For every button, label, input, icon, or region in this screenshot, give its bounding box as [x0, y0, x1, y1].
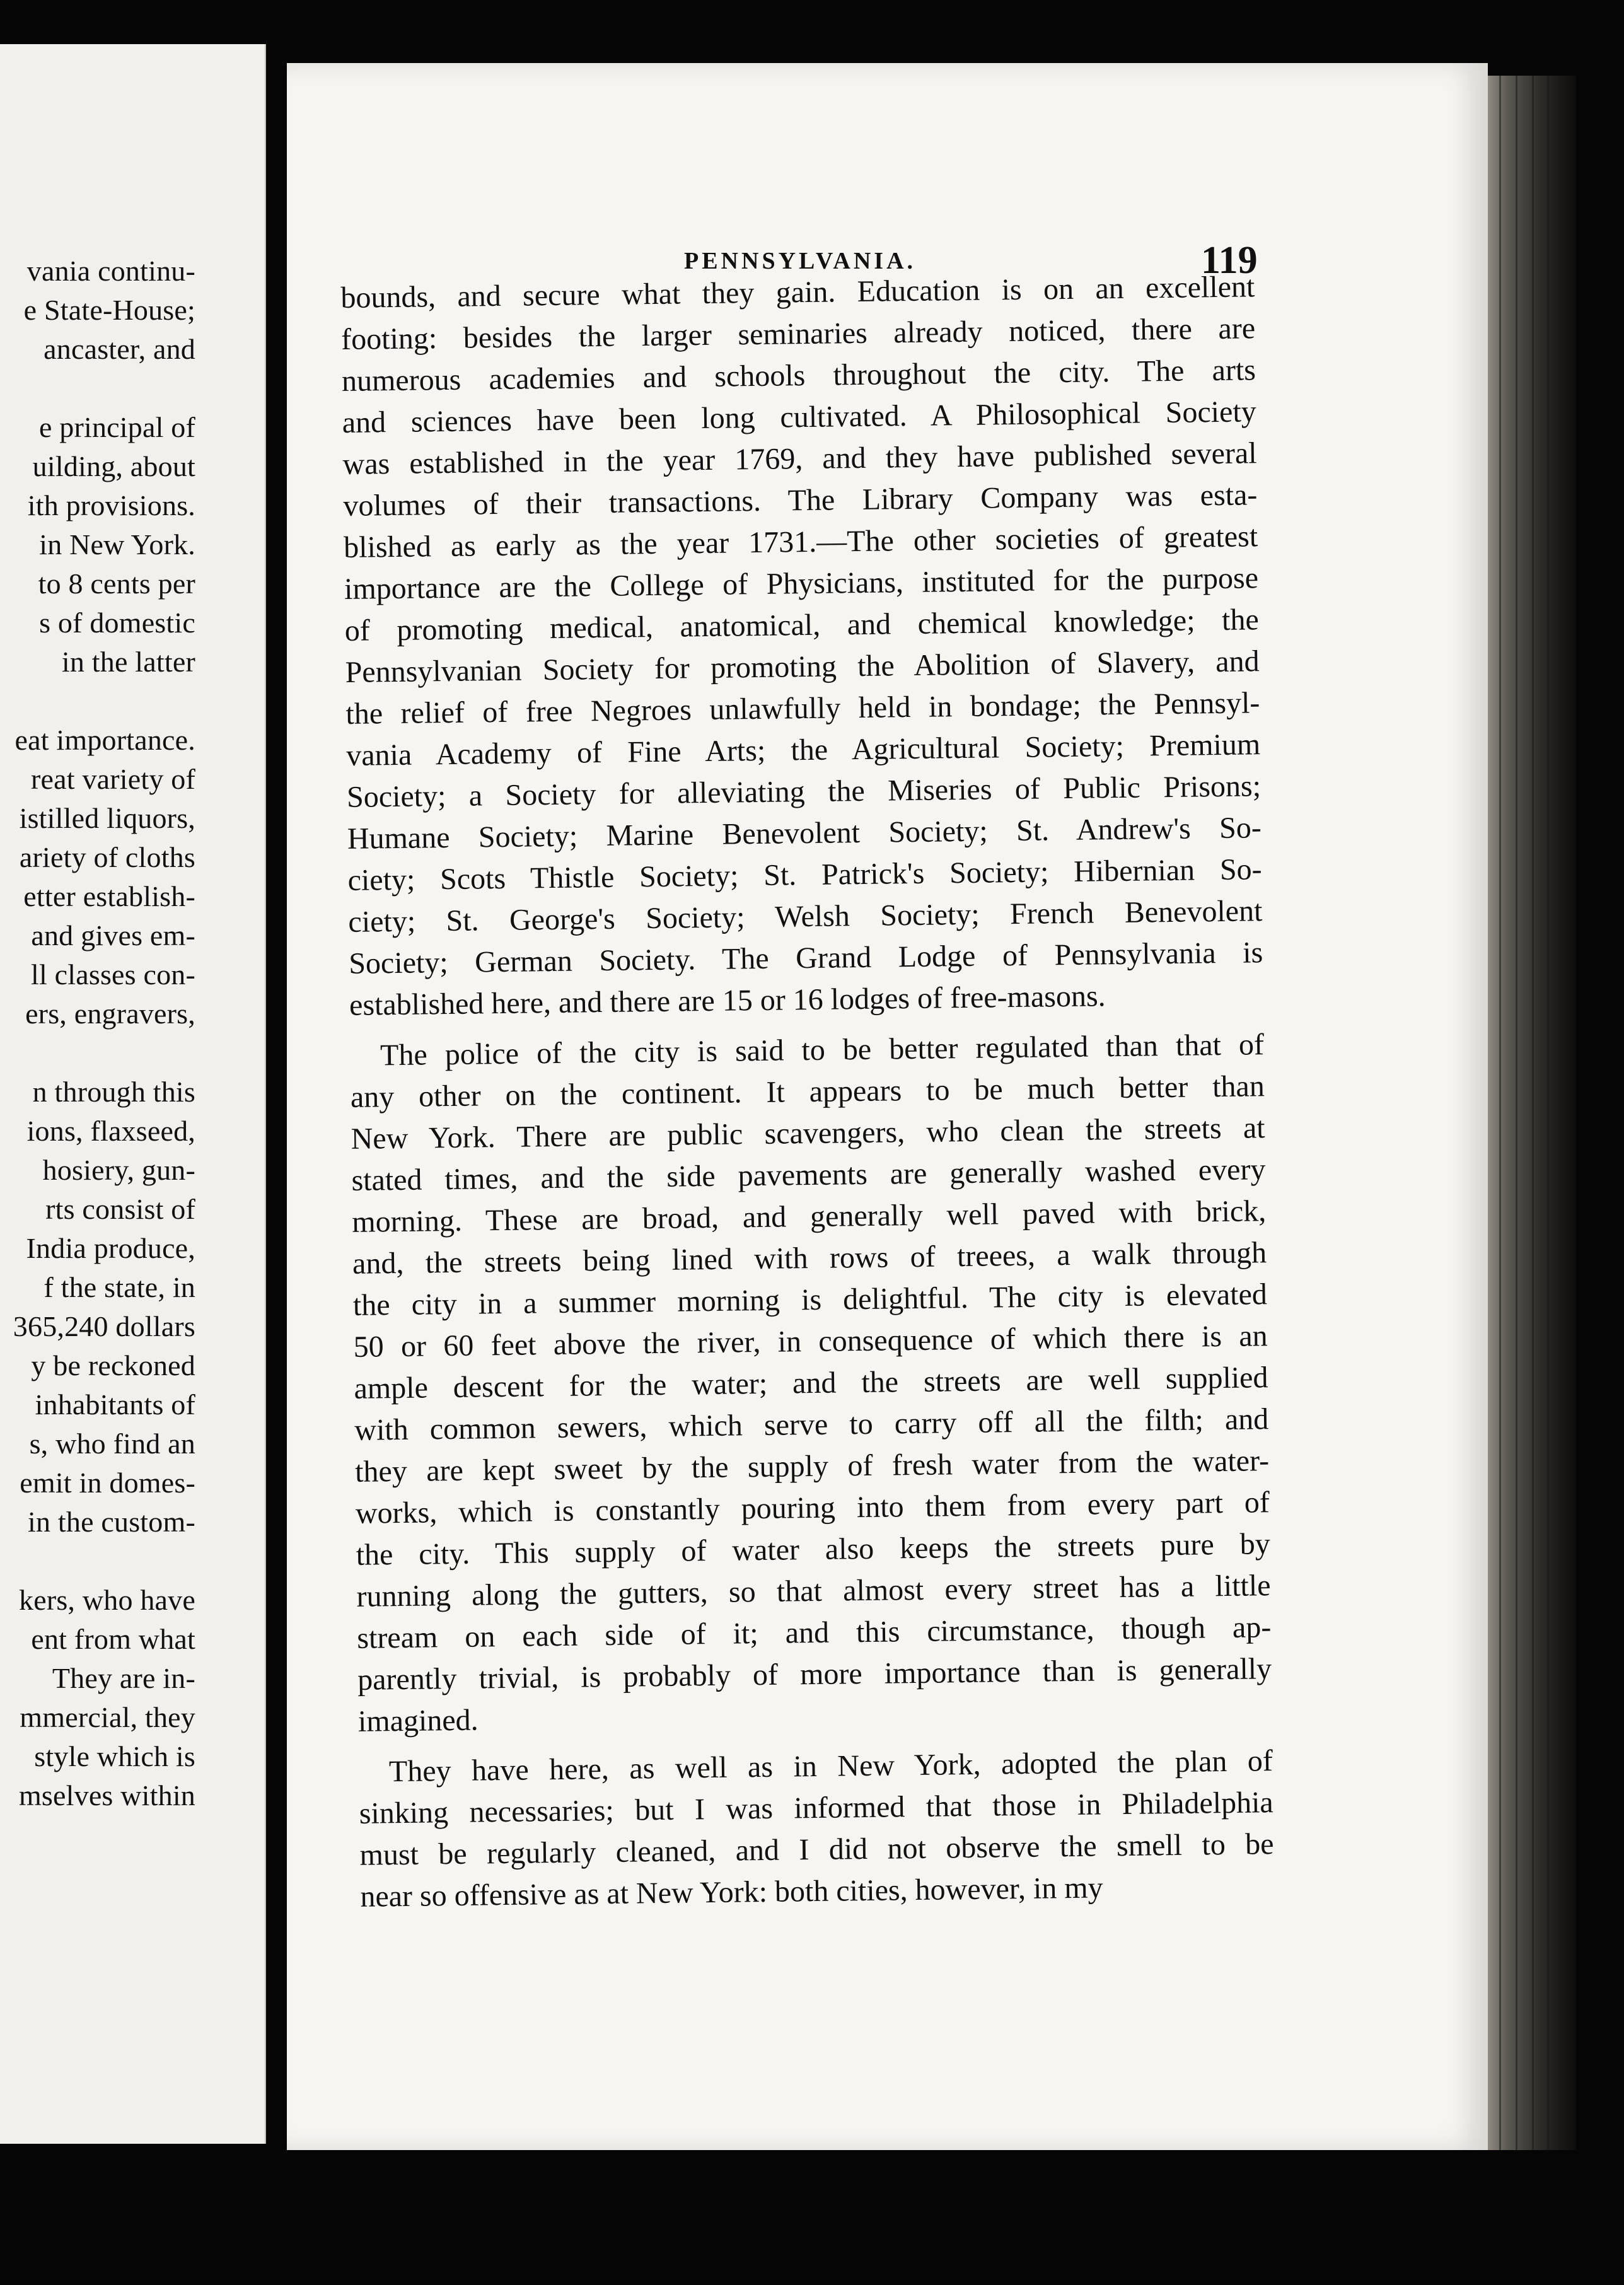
text-line: numerous academies and schools throughout the city. The arts [341, 353, 1256, 398]
text-line: New York. There are public scavengers, who clean the streets at [351, 1111, 1265, 1156]
facing-page-line: in New York. [39, 528, 195, 561]
text-line: volumes of their transactions. The Library Company was esta- [343, 478, 1258, 523]
paragraph [359, 1740, 1275, 1918]
facing-page-line: India produce, [26, 1232, 195, 1264]
text-line: footing: besides the larger seminaries already noticed, there are [340, 311, 1256, 356]
text-line: established here, and there are 15 or 16 lodges of free-masons. [349, 979, 1106, 1022]
paragraph [340, 266, 1263, 1026]
text-line: with common sewers, which serve to carry off all the filth; and [354, 1402, 1269, 1447]
facing-page-line: f the state, in [44, 1271, 195, 1303]
text-line: they are kept sweet by the supply of fresh water from the water- [354, 1444, 1270, 1489]
facing-page-line: e principal of [38, 411, 195, 443]
text-line: near so offensive as at New York: both cities, however, in my [360, 1871, 1103, 1914]
text-line: running along the gutters, so that almost every street has a little [356, 1569, 1271, 1613]
text-line: the city. This supply of water also keeps the streets pure by [356, 1527, 1270, 1572]
facing-page [0, 44, 266, 2144]
page-body [340, 266, 1275, 1918]
facing-page-line: mmercial, they [20, 1701, 195, 1733]
text-line: ciety; Scots Thistle Society; St. Patrick's Society; Hibernian So- [347, 852, 1262, 897]
text-line: the relief of free Negroes unlawfully held in bondage; the Pennsyl- [345, 686, 1260, 731]
facing-page-line: istilled liquors, [19, 802, 195, 834]
facing-page-line: ancaster, and [44, 333, 195, 365]
text-line: Society; German Society. The Grand Lodge of Pennsylvania is [348, 936, 1263, 980]
text-line: morning. These are broad, and generally well paved with brick, [351, 1194, 1267, 1239]
text-line: the city in a summer morning is delightful. The city is elevated [352, 1277, 1268, 1322]
facing-page-line: n through this [32, 1076, 195, 1108]
facing-page-line: s of domestic [39, 607, 195, 639]
facing-page-line: style which is [34, 1740, 195, 1772]
text-line: 50 or 60 feet above the river, in consequence of which there is an [353, 1319, 1268, 1364]
facing-page-line: e State-House; [23, 294, 195, 326]
paragraph [350, 1024, 1273, 1743]
facing-page-line: ent from what [31, 1623, 195, 1655]
facing-page-line: reat variety of [31, 763, 195, 795]
facing-page-line: emit in domes- [20, 1467, 195, 1499]
facing-page-line: hosiery, gun- [42, 1154, 195, 1186]
text-line: Pennsylvanian Society for promoting the Abolition of Slavery, and [345, 644, 1260, 689]
facing-page-line: to 8 cents per [38, 567, 195, 600]
text-line: importance are the College of Physicians, instituted for the purpose [344, 561, 1259, 606]
text-line: The police of the city is said to be better regulated than that of [380, 1028, 1265, 1073]
facing-page-line: mselves within [18, 1779, 195, 1811]
text-line: was established in the year 1769, and they have published several [342, 436, 1257, 481]
running-head: PENNSYLVANIA. [684, 248, 917, 274]
facing-page-line: kers, who have [19, 1584, 195, 1616]
facing-page-line: eat importance. [14, 724, 195, 756]
text-line: vania Academy of Fine Arts; the Agricultural Society; Premium [345, 728, 1261, 772]
facing-page-line: s, who find an [29, 1427, 195, 1460]
text-line: stated times, and the side pavements are generally washed every [351, 1153, 1266, 1197]
facing-page-line: ers, engravers, [25, 997, 195, 1030]
text-line: and sciences have been long cultivated. A Philosophical Society [342, 395, 1257, 439]
page-number: 119 [1201, 239, 1258, 282]
text-line: Humane Society; Marine Benevolent Society; St. Andrew's So- [347, 811, 1262, 856]
text-line: stream on each side of it; and this circumstance, though ap- [357, 1610, 1272, 1655]
facing-page-line: in the latter [61, 646, 195, 678]
facing-page-line: ll classes con- [30, 958, 195, 991]
text-line: sinking necessaries; but I was informed that those in Philadelphia [359, 1786, 1273, 1830]
facing-page-line: ariety of cloths [19, 841, 195, 873]
facing-page-line: ith provisions. [27, 489, 195, 521]
text-line: Society; a Society for alleviating the Miseries of Public Prisons; [346, 769, 1262, 814]
facing-page-line: inhabitants of [35, 1388, 195, 1421]
facing-page-line: They are in- [52, 1662, 195, 1694]
text-line: works, which is constantly pouring into them from every part of [355, 1486, 1270, 1530]
text-line: and, the streets being lined with rows of treees, a walk through [352, 1236, 1267, 1281]
facing-page-line: ions, flaxseed, [26, 1115, 195, 1147]
text-line: parently trivial, is probably of more importance than is generally [357, 1652, 1272, 1697]
text-line: ample descent for the water; and the streets are well supplied [354, 1361, 1268, 1405]
text-line: of promoting medical, anatomical, and chemical knowledge; the [344, 603, 1260, 648]
facing-page-line: and gives em- [31, 919, 195, 951]
text-line: any other on the continent. It appears to be much better than [350, 1069, 1265, 1114]
text-line: blished as early as the year 1731.—The other societies of greatest [343, 520, 1258, 564]
facing-page-line: in the custom- [28, 1506, 195, 1538]
text-line: imagined. [357, 1703, 478, 1738]
facing-page-line: etter establish- [23, 880, 195, 912]
facing-page-line: 365,240 dollars [13, 1310, 195, 1342]
facing-page-line: y be reckoned [31, 1349, 195, 1381]
facing-page-line: rts consist of [45, 1193, 195, 1225]
facing-page-line: uilding, about [32, 450, 195, 482]
text-line: bounds, and secure what they gain. Education is on an excellent [340, 270, 1255, 315]
text-line: They have here, as well as in New York, adopted the plan of [388, 1744, 1273, 1789]
text-line: must be regularly cleaned, and I did not observe the smell to be [359, 1827, 1274, 1872]
text-line: ciety; St. George's Society; Welsh Society; French Benevolent [348, 894, 1263, 939]
facing-page-line: vania continu- [26, 255, 195, 287]
